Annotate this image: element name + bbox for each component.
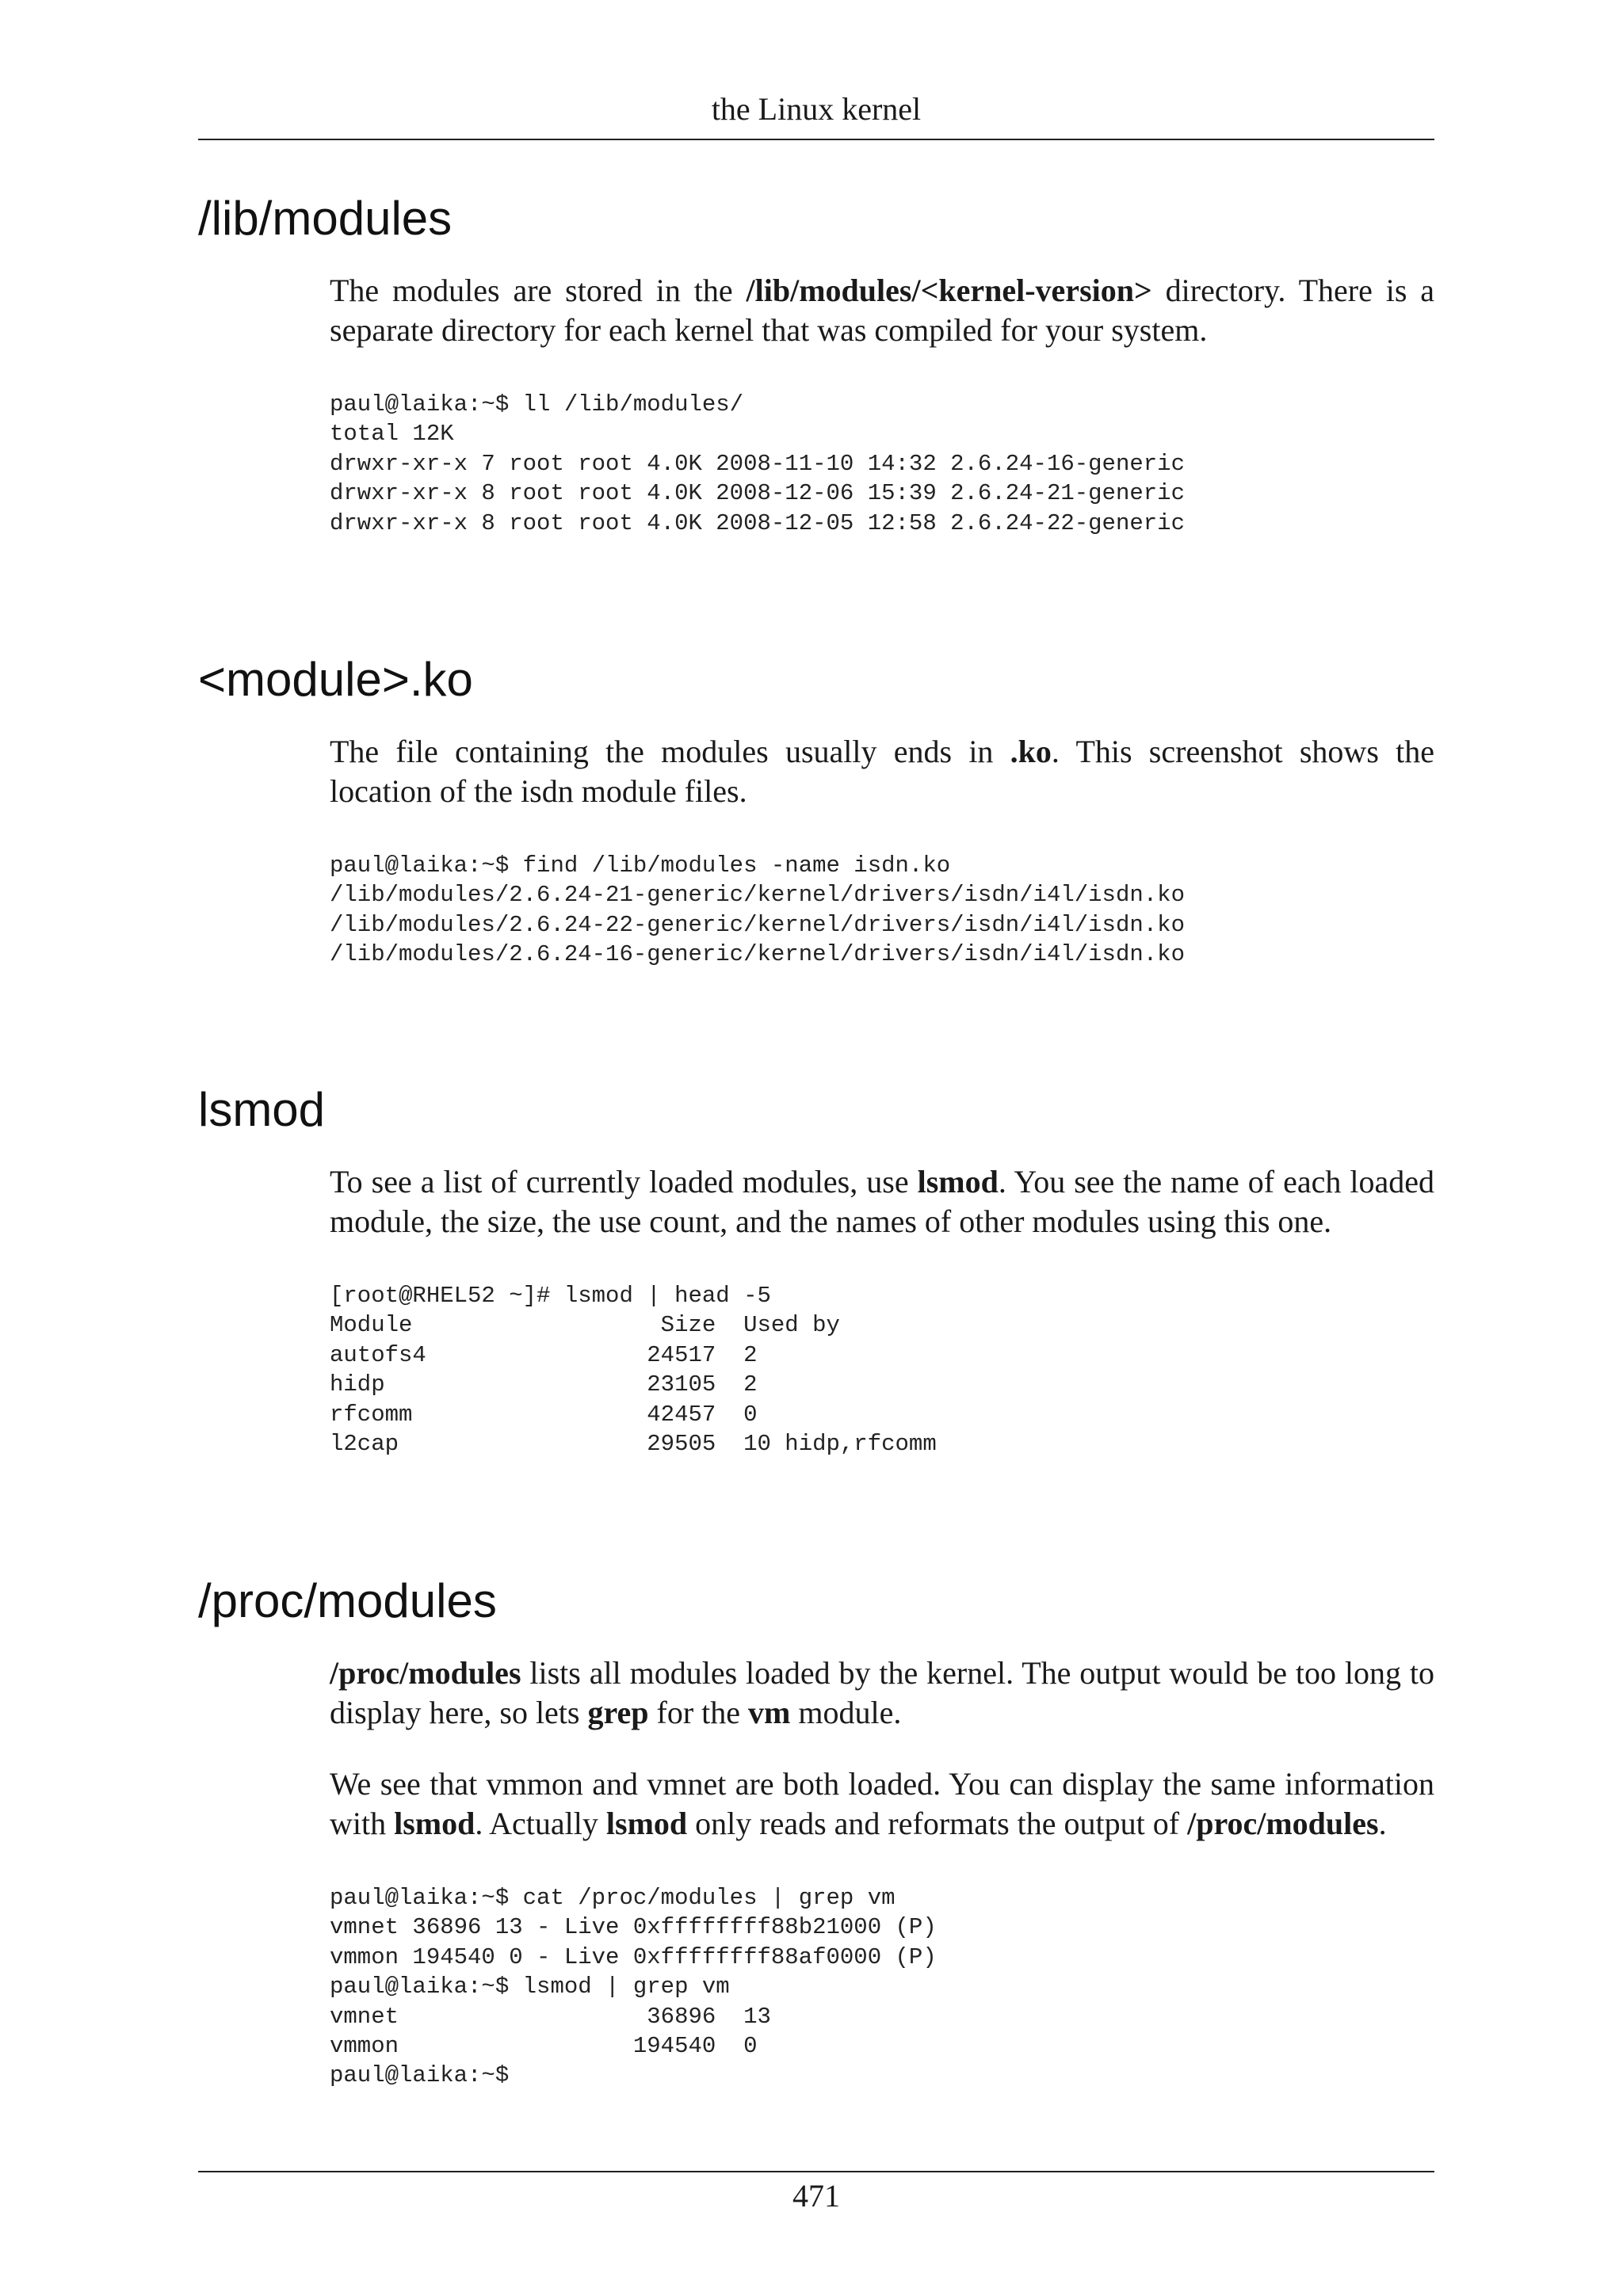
bold-term: /proc/modules xyxy=(1187,1806,1379,1841)
bold-term: .ko xyxy=(1010,734,1052,769)
text-run: We see that vmmon and vmnet are both loaded. You can display the same information with xyxy=(330,1766,1434,1841)
code-block xyxy=(330,390,1434,538)
section-lsmod xyxy=(198,1081,1434,1459)
text-run: module. xyxy=(790,1695,902,1730)
paragraph xyxy=(330,732,1434,811)
code-line: paul@laika:~$ find /lib/modules -name isdn.ko xyxy=(330,852,951,879)
code-line: /lib/modules/2.6.24-16-generic/kernel/drivers/isdn/i4l/isdn.ko xyxy=(330,941,1185,968)
paragraph xyxy=(330,1162,1434,1241)
bold-term: lsmod xyxy=(394,1806,475,1841)
document-page xyxy=(198,0,1434,2296)
code-line: l2cap 29505 10 hidp,rfcomm xyxy=(330,1431,937,1458)
bold-term: /proc/modules xyxy=(330,1655,521,1691)
code-line: drwxr-xr-x 8 root root 4.0K 2008-12-05 12:58 2.6.24-22-generic xyxy=(330,509,1185,536)
text-run: The file containing the modules usually ends in xyxy=(330,734,1010,769)
code-line: total 12K xyxy=(330,421,454,448)
code-line: vmnet 36896 13 - Live 0xffffffff88b21000 (P) xyxy=(330,1914,937,1941)
code-line: vmmon 194540 0 - Live 0xffffffff88af0000 (P) xyxy=(330,1943,937,1970)
code-line: /lib/modules/2.6.24-21-generic/kernel/drivers/isdn/i4l/isdn.ko xyxy=(330,882,1185,909)
bold-term: lsmod xyxy=(917,1164,999,1199)
bold-term: lsmod xyxy=(605,1806,688,1841)
code-line: [root@RHEL52 ~]# lsmod | head -5 xyxy=(330,1283,771,1309)
code-line: drwxr-xr-x 7 root root 4.0K 2008-11-10 14:32 2.6.24-16-generic xyxy=(330,450,1185,477)
page-number: 471 xyxy=(792,2178,840,2214)
section-lib-modules xyxy=(198,190,1434,538)
text-run: directory. There is a separate directory for each kernel that was compiled for your system. xyxy=(330,273,1435,348)
section-body xyxy=(330,1653,1434,2091)
bold-term: /lib/modules/<kernel-version> xyxy=(746,273,1152,308)
text-run: . You see the name of each loaded module, the size, the use count, and the names of other modules using this one. xyxy=(330,1164,1434,1239)
footer-rule xyxy=(198,2171,1434,2172)
paragraph xyxy=(330,1653,1434,1733)
paragraph xyxy=(330,1764,1434,1844)
code-line: Module Size Used by xyxy=(330,1312,840,1339)
code-line: vmmon 194540 0 xyxy=(330,2033,758,2060)
section-body xyxy=(330,271,1434,538)
section-proc-modules xyxy=(198,1573,1434,2091)
code-block xyxy=(330,851,1434,970)
code-line: /lib/modules/2.6.24-22-generic/kernel/drivers/isdn/i4l/isdn.ko xyxy=(330,911,1185,938)
text-run: only reads and reformats the output of xyxy=(687,1806,1188,1841)
section-module-ko xyxy=(198,651,1434,970)
header-rule xyxy=(198,139,1434,140)
paragraph xyxy=(330,271,1434,350)
code-line: paul@laika:~$ ll /lib/modules/ xyxy=(330,391,744,418)
code-line: autofs4 24517 2 xyxy=(330,1341,758,1368)
code-line: hidp 23105 2 xyxy=(330,1371,758,1398)
running-header: the Linux kernel xyxy=(711,91,922,127)
text-run: . This screenshot shows the location of the isdn module files. xyxy=(330,734,1434,809)
text-run: The modules are stored in the xyxy=(330,273,747,308)
section-body xyxy=(330,1162,1434,1459)
text-run: lists all modules loaded by the kernel. The output would be too long to display here, so lets xyxy=(330,1655,1434,1730)
code-line: paul@laika:~$ xyxy=(330,2062,510,2089)
bold-term: vm xyxy=(748,1695,791,1730)
text-run: To see a list of currently loaded modules, use xyxy=(330,1164,918,1199)
section-heading: <module>.ko xyxy=(198,653,473,706)
code-line: drwxr-xr-x 8 root root 4.0K 2008-12-06 15:39 2.6.24-21-generic xyxy=(330,480,1185,507)
text-run: for the xyxy=(648,1695,749,1730)
code-line: paul@laika:~$ lsmod | grep vm xyxy=(330,1974,730,2000)
code-block xyxy=(330,1883,1434,2091)
section-heading: lsmod xyxy=(198,1083,326,1136)
code-line: vmnet 36896 13 xyxy=(330,2003,771,2030)
section-heading: /lib/modules xyxy=(198,192,453,245)
bold-term: grep xyxy=(587,1695,649,1730)
text-run: . Actually xyxy=(475,1806,606,1841)
text-run: . xyxy=(1378,1806,1387,1841)
section-heading: /proc/modules xyxy=(198,1574,497,1627)
code-block xyxy=(330,1281,1434,1459)
section-body xyxy=(330,732,1434,970)
code-line: rfcomm 42457 0 xyxy=(330,1401,758,1428)
code-line: paul@laika:~$ cat /proc/modules | grep vm xyxy=(330,1885,896,1911)
